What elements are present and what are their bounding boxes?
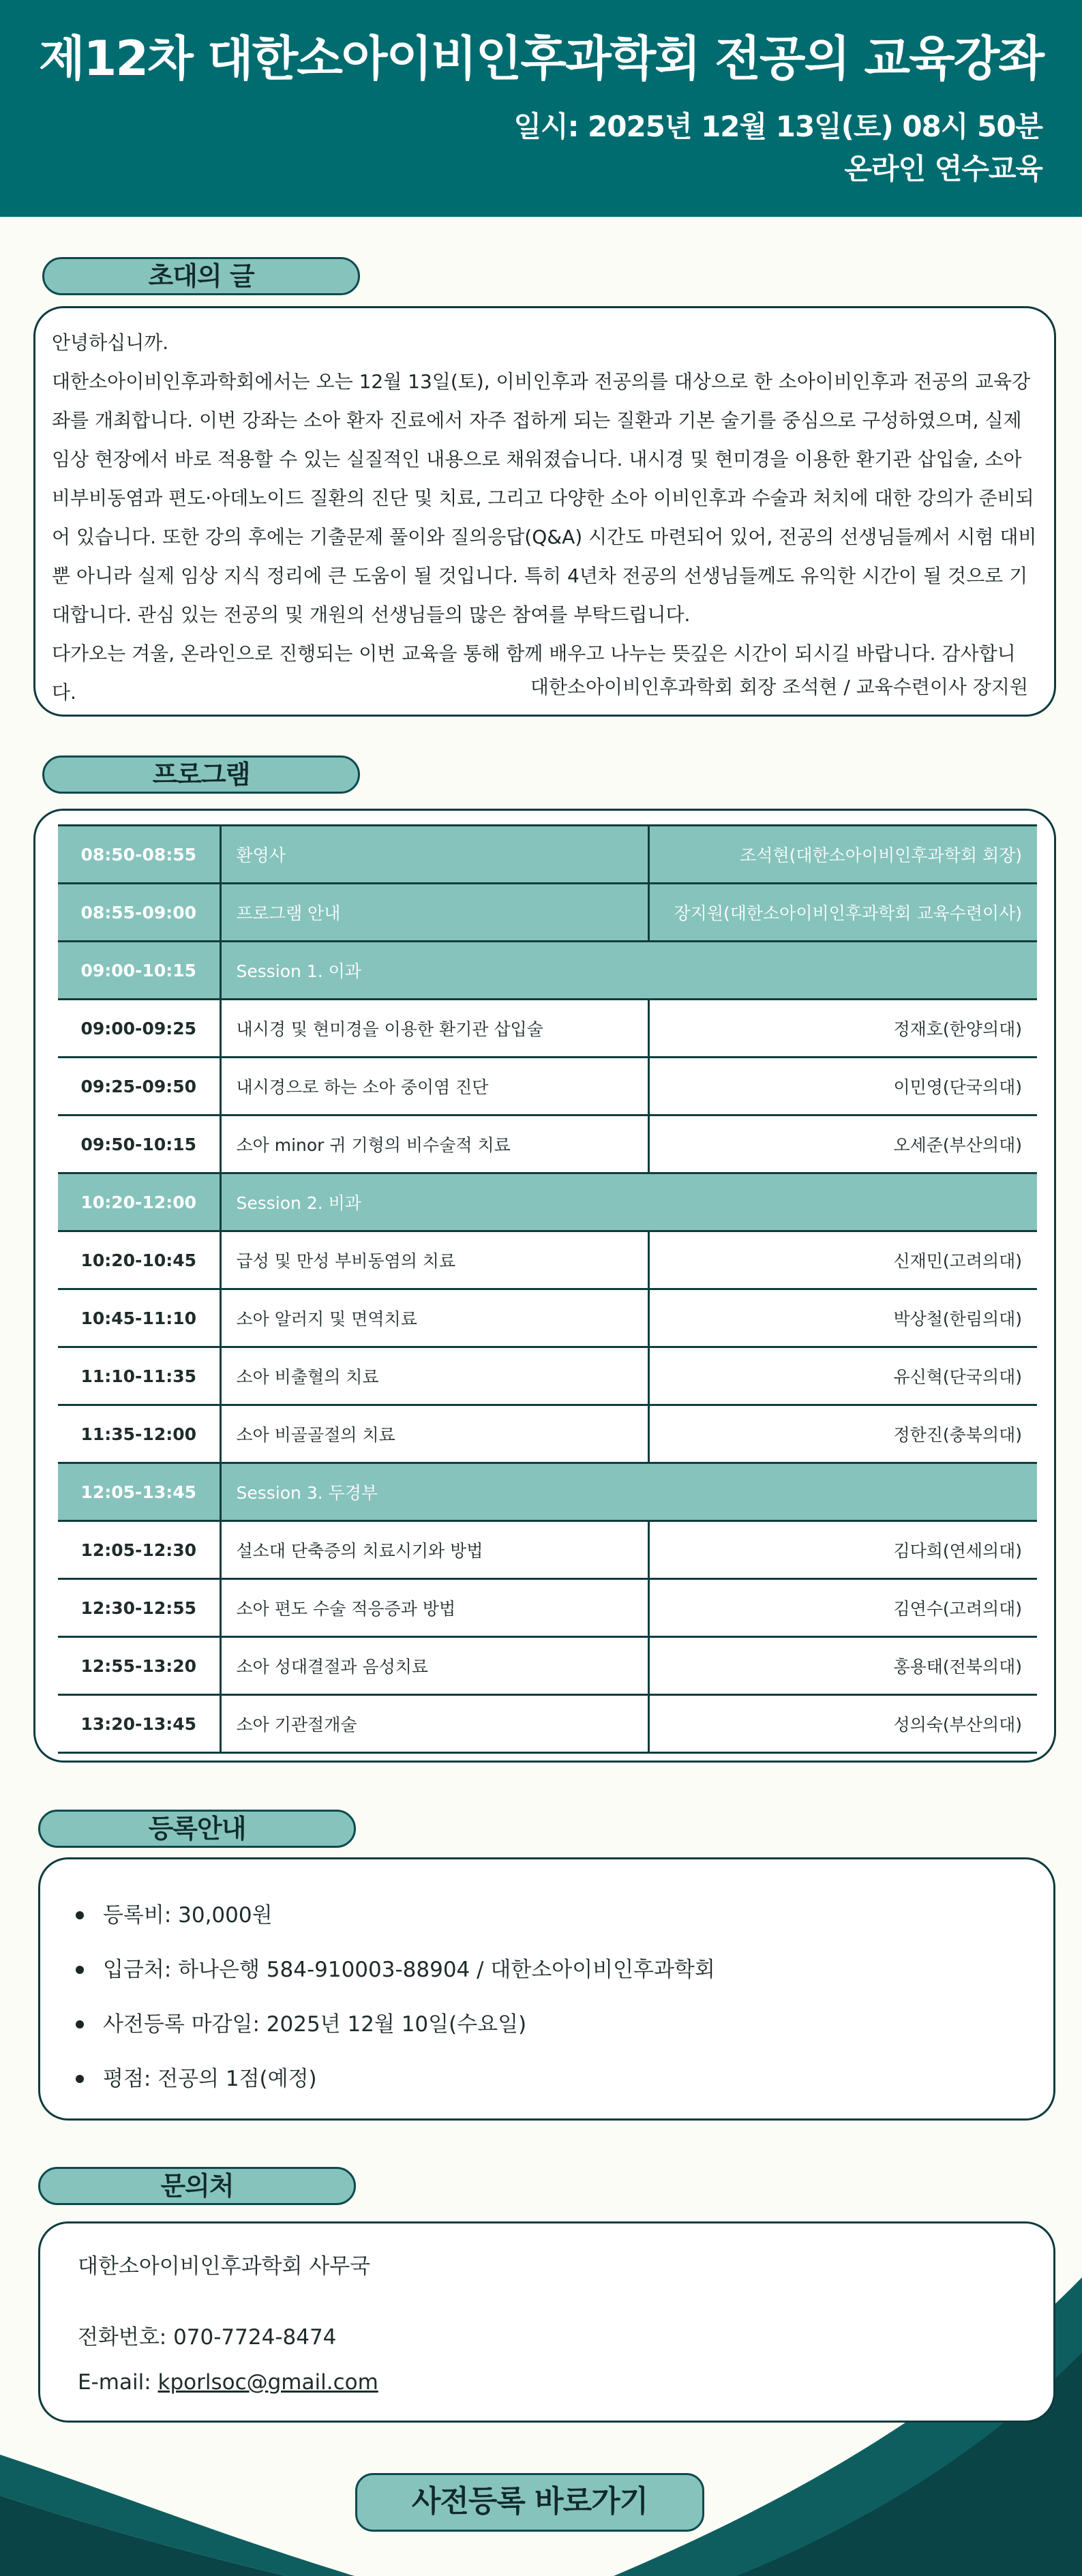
row-topic: 내시경 및 현미경을 이용한 환기관 삽입술 — [220, 1000, 648, 1058]
preregister-button[interactable]: 사전등록 바로가기 — [355, 2473, 704, 2532]
row-time: 11:35-12:00 — [58, 1405, 220, 1463]
contact-box — [38, 2221, 1055, 2423]
registration-list — [76, 1888, 1053, 2106]
contact-email-label: E-mail: — [78, 2370, 158, 2395]
table-row — [58, 1521, 1037, 1579]
header-banner — [0, 0, 1082, 217]
row-time: 12:05-12:30 — [58, 1521, 220, 1579]
session-row — [58, 942, 1037, 1000]
table-row — [58, 1058, 1037, 1115]
contact-phone: 전화번호: 070-7724-8474 — [78, 2325, 337, 2350]
session-title: Session 1. 이과 — [220, 942, 1037, 1000]
row-time: 09:00-10:15 — [58, 942, 220, 1000]
row-topic: 소아 비골골절의 치료 — [220, 1405, 648, 1463]
row-speaker: 박상철(한림의대) — [648, 1289, 1037, 1347]
row-topic: 설소대 단축증의 치료시기와 방법 — [220, 1521, 648, 1579]
row-time: 09:25-09:50 — [58, 1058, 220, 1115]
row-time: 10:20-10:45 — [58, 1231, 220, 1289]
row-speaker: 유신혁(단국의대) — [648, 1347, 1037, 1405]
invitation-box — [33, 306, 1056, 717]
contact-label: 문의처 — [38, 2167, 356, 2205]
row-speaker: 김연수(고려의대) — [648, 1579, 1037, 1637]
row-topic: 내시경으로 하는 소아 중이염 진단 — [220, 1058, 648, 1115]
row-topic: 급성 및 만성 부비동염의 치료 — [220, 1231, 648, 1289]
registration-credit: 평점: 전공의 1점(예정) — [76, 2052, 1053, 2106]
row-topic: 소아 알러지 및 면역치료 — [220, 1289, 648, 1347]
table-row — [58, 1000, 1037, 1058]
table-row — [58, 1115, 1037, 1173]
row-speaker: 조석현(대한소아이비인후과학회 회장) — [648, 826, 1037, 884]
table-row — [58, 1347, 1037, 1405]
registration-fee: 등록비: 30,000원 — [76, 1888, 1053, 1943]
row-speaker: 홍용태(전북의대) — [648, 1637, 1037, 1695]
event-date: 일시: 2025년 12월 13일(토) 08시 50분 — [513, 110, 1042, 143]
registration-deadline: 사전등록 마감일: 2025년 12월 10일(수요일) — [76, 1997, 1053, 2052]
row-speaker: 성의숙(부산의대) — [648, 1695, 1037, 1753]
row-topic: 환영사 — [220, 826, 648, 884]
invitation-paragraph-1: 대한소아이비인후과학회에서는 오는 12월 13일(토), 이비인후과 전공의를 대상으로 한 소아이비인후과 전공의 교육강좌를 개최합니다. 이번 강좌는 소아 환자 진료에서 자주 접하게 되는 질환과 기본 술기를 중심으로 구성하였으며, 실제 임상 현장에서 바로 적용할 수 있는 실질적인 내용으로 채워졌습니다. 내시경 및 현미경을 이용한 환기관 삽입술, 소아 비부비동염과 편도·아데노이드 질환의 진단 및 치료, 그리고 다양한 소아 이비인후과 수술과 처치에 대한 강의가 준비되어 있습니다. 또한 강의 후에는 기출문제 풀이와 질의응답(Q&A) 시간도 마련되어 있어, 전공의 선생님들께서 시험 대비뿐 아니라 실제 임상 지식 정리에 큰 도움이 될 것입니다. 특히 4년차 전공의 선생님들께도 유익한 시간이 될 것으로 기대합니다. 관심 있는 전공의 및 개원의 선생님들의 많은 참여를 부탁드립니다. — [52, 370, 1037, 626]
row-time: 08:55-09:00 — [58, 884, 220, 942]
registration-account: 입금처: 하나은행 584-910003-88904 / 대한소아이비인후과학회 — [76, 1943, 1053, 1997]
invitation-signature: 대한소아이비인후과학회 회장 조석현 / 교육수련이사 장지원 — [530, 676, 1028, 698]
table-row — [58, 1579, 1037, 1637]
session-title: Session 3. 두경부 — [220, 1463, 1037, 1521]
invitation-greeting: 안녕하십니까. — [52, 331, 169, 354]
registration-box — [38, 1857, 1055, 2121]
row-topic: 소아 성대결절과 음성치료 — [220, 1637, 648, 1695]
table-row — [58, 884, 1037, 942]
row-topic: 소아 기관절개술 — [220, 1695, 648, 1753]
contact-org: 대한소아이비인후과학회 사무국 — [78, 2254, 371, 2279]
page-title: 제12차 대한소아이비인후과학회 전공의 교육강좌 — [39, 31, 1043, 87]
table-row — [58, 1405, 1037, 1463]
row-time: 11:10-11:35 — [58, 1347, 220, 1405]
row-topic: 소아 비출혈의 치료 — [220, 1347, 648, 1405]
row-time: 12:05-13:45 — [58, 1463, 220, 1521]
row-time: 12:55-13:20 — [58, 1637, 220, 1695]
session-title: Session 2. 비과 — [220, 1173, 1037, 1231]
row-time: 10:20-12:00 — [58, 1173, 220, 1231]
row-speaker: 김다희(연세의대) — [648, 1521, 1037, 1579]
row-speaker: 신재민(고려의대) — [648, 1231, 1037, 1289]
row-time: 08:50-08:55 — [58, 826, 220, 884]
row-time: 12:30-12:55 — [58, 1579, 220, 1637]
session-row — [58, 1463, 1037, 1521]
row-speaker: 이민영(단국의대) — [648, 1058, 1037, 1115]
row-speaker: 장지원(대한소아이비인후과학회 교육수련이사) — [648, 884, 1037, 942]
session-row — [58, 1173, 1037, 1231]
table-row — [58, 1289, 1037, 1347]
row-topic: 프로그램 안내 — [220, 884, 648, 942]
program-table — [58, 824, 1037, 1754]
row-time: 09:00-09:25 — [58, 1000, 220, 1058]
row-topic: 소아 편도 수술 적응증과 방법 — [220, 1579, 648, 1637]
row-time: 10:45-11:10 — [58, 1289, 220, 1347]
table-row — [58, 1231, 1037, 1289]
event-mode: 온라인 연수교육 — [844, 152, 1042, 185]
table-row — [58, 1695, 1037, 1753]
row-speaker: 정한진(충북의대) — [648, 1405, 1037, 1463]
row-time: 09:50-10:15 — [58, 1115, 220, 1173]
contact-email-line — [78, 2360, 1053, 2405]
table-row — [58, 1637, 1037, 1695]
program-label: 프로그램 — [42, 755, 360, 794]
registration-label: 등록안내 — [38, 1810, 356, 1848]
table-row — [58, 826, 1037, 884]
program-box — [33, 809, 1056, 1763]
contact-email-link[interactable]: kporlsoc@gmail.com — [157, 2370, 378, 2395]
row-time: 13:20-13:45 — [58, 1695, 220, 1753]
invitation-paragraph-2: 다가오는 겨울, 온라인으로 진행되는 이번 교육을 통해 함께 배우고 나누는 뜻깊은 시간이 되시길 바랍니다. 감사합니다. — [52, 642, 1016, 704]
invitation-label: 초대의 글 — [42, 257, 360, 295]
row-topic: 소아 minor 귀 기형의 비수술적 치료 — [220, 1115, 648, 1173]
row-speaker: 정재호(한양의대) — [648, 1000, 1037, 1058]
row-speaker: 오세준(부산의대) — [648, 1115, 1037, 1173]
